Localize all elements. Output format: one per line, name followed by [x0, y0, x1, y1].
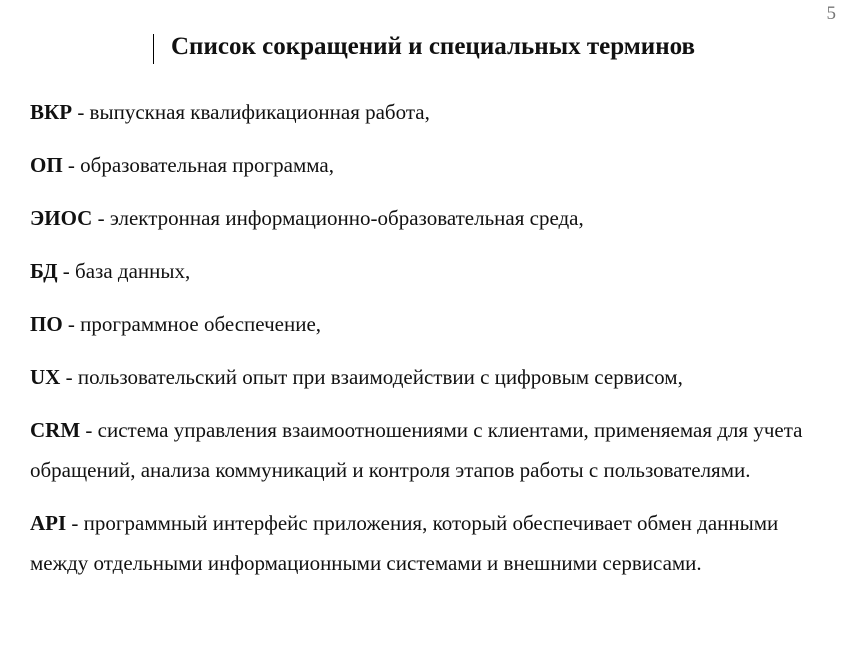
definition: - программное обеспечение, [62, 312, 322, 336]
definition: - пользовательский опыт при взаимодействии с цифровым сервисом, [60, 365, 683, 389]
definition: - выпускная квалификационная работа, [72, 100, 430, 124]
definition: - образовательная программа, [62, 153, 334, 177]
list-item [30, 503, 835, 583]
list-item [30, 145, 835, 185]
list-item [30, 251, 835, 291]
term: CRM [30, 418, 81, 442]
abbreviation-list [30, 92, 835, 596]
term: ВКР [30, 100, 73, 124]
term: ПО [30, 312, 63, 336]
definition: - электронная информационно-образовательная среда, [92, 206, 584, 230]
list-item [30, 198, 835, 238]
term: ЭИОС [30, 206, 93, 230]
term: UX [30, 365, 61, 389]
list-item [30, 410, 835, 490]
term: ОП [30, 153, 63, 177]
term: API [30, 511, 67, 535]
list-item [30, 357, 835, 397]
term: БД [30, 259, 58, 283]
definition: - база данных, [57, 259, 191, 283]
page-number: 5 [826, 3, 836, 24]
page-title: Список сокращений и специальных терминов [171, 33, 695, 60]
list-item [30, 92, 835, 132]
definition: - программный интерфейс приложения, который обеспечивает обмен данными между отдельными информационными системами и внешними сервисами. [30, 511, 779, 575]
list-item [30, 304, 835, 344]
definition: - система управления взаимоотношениями с клиентами, применяемая для учета обращений, анализа коммуникаций и контроля этапов работы с пользователями. [30, 418, 803, 482]
